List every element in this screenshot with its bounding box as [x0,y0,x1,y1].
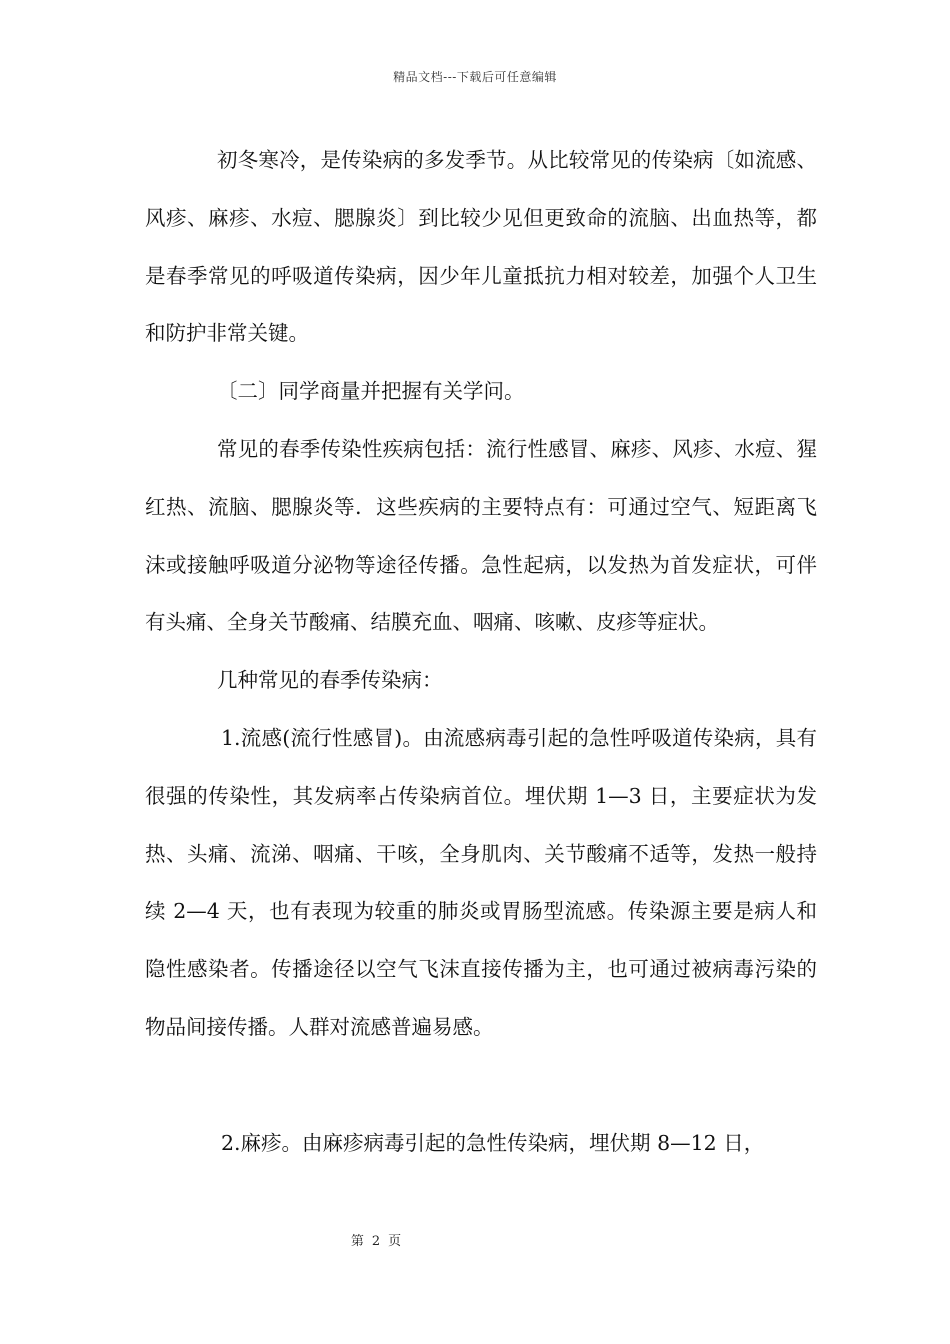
paragraph-influenza: 1.流感(流行性感冒)。由流感病毒引起的急性呼吸道传染病，具有很强的传染性，其发病率占传染病首位。埋伏期 1—3 日，主要症状为发热、头痛、流涕、咽痛、干咳，全身肌肉、关节酸痛不适等，发热一般持续 2—4 天，也有表现为较重的肺炎或胃肠型流感。传染源主要是病人和隐性感染者。传播途径以空气飞沫直接传播为主，也可通过被病毒污染的物品间接传播。人群对流感普遍易感。 [145,725,817,1039]
page-prefix: 第 [350,1234,364,1249]
page-suffix: 页 [388,1234,402,1249]
paragraph-measles: 2.麻疹。由麻疹病毒引起的急性传染病，埋伏期 8—12 日， [221,1130,765,1155]
section-heading: 〔二〕同学商量并把握有关学问。 [217,379,525,404]
paragraph-spacer [145,1057,817,1115]
paragraph-common-diseases: 常见的春季传染性疾病包括：流行性感冒、麻疹、风疹、水痘、猩红热、流脑、腮腺炎等．这些疾病的主要特点有：可通过空气、短距离飞沫或接触呼吸道分泌物等途径传播。急性起病，以发热为首发症状，可伴有头痛、全身关节酸痛、结膜充血、咽痛、咳嗽、皮疹等症状。 [145,436,817,635]
paragraph-list-intro: 几种常见的春季传染病： [217,668,443,693]
page-header: 精品文档---下载后可任意编辑 [393,70,557,84]
paragraph-intro: 初冬寒冷，是传染病的多发季节。从比较常见的传染病〔如流感、风疹、麻疹、水痘、腮腺炎〕到比较少见但更致命的流脑、出血热等，都是春季常见的呼吸道传染病，因少年儿童抵抗力相对较差，加强个人卫生和防护非常关键。 [145,148,817,346]
page-footer [0,1230,752,1249]
document-body [145,132,817,1173]
page-number: 2 [371,1234,381,1249]
